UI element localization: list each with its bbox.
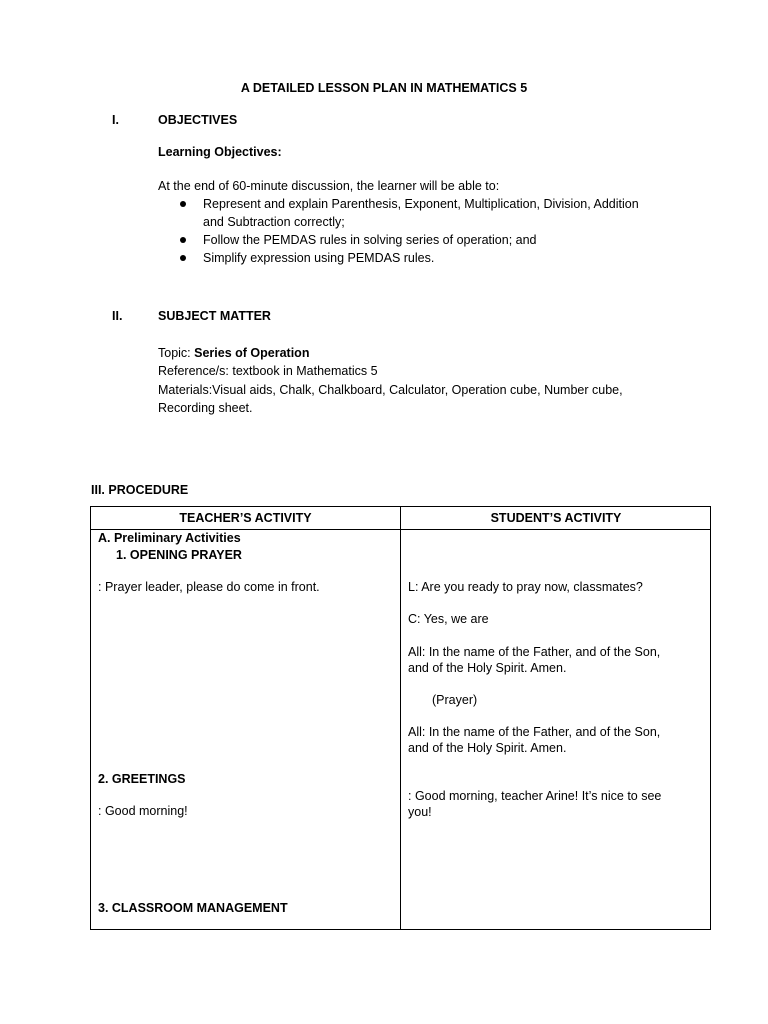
bullet-icon [180,255,186,261]
topic-value: Series of Operation [194,346,310,360]
objectives-numeral: I. [112,113,119,127]
student-all-2: All: In the name of the Father, and of the Son, [408,725,661,739]
list-item: Simplify expression using PEMDAS rules. [158,249,658,267]
materials-line-2: Recording sheet. [158,401,253,415]
student-ready: L: Are you ready to pray now, classmates? [408,580,643,594]
learning-objectives-heading: Learning Objectives: [158,145,282,159]
objectives-intro: At the end of 60-minute discussion, the learner will be able to: [158,179,500,193]
bullet-icon [180,237,186,243]
preliminary-activities: A. Preliminary Activities [98,531,241,545]
procedure-table [90,506,711,930]
page-title: A DETAILED LESSON PLAN IN MATHEMATICS 5 [240,81,528,95]
objectives-list [158,195,658,267]
list-item: Represent and explain Parenthesis, Exponent, Multiplication, Division, Addition and Subtraction correctly; [158,195,658,231]
reference-line: Reference/s: textbook in Mathematics 5 [158,364,378,378]
student-prayer: (Prayer) [432,693,478,707]
student-greeting: : Good morning, teacher Arine! It’s nice to see [408,789,662,803]
subject-matter-numeral: II. [112,309,123,323]
subject-matter-heading: SUBJECT MATTER [158,309,271,323]
teacher-good-morning: : Good morning! [98,804,188,818]
column-header-teacher: TEACHER’S ACTIVITY [179,511,312,525]
student-greeting-b: you! [408,805,432,819]
teacher-prayer-leader: : Prayer leader, please do come in front. [98,580,320,594]
student-all-2b: and of the Holy Spirit. Amen. [408,741,567,755]
classroom-management-heading: 3. CLASSROOM MANAGEMENT [98,901,288,915]
list-item: Follow the PEMDAS rules in solving series of operation; and [158,231,658,249]
column-header-student: STUDENT’S ACTIVITY [490,511,622,525]
materials-line: Materials:Visual aids, Chalk, Chalkboard, Calculator, Operation cube, Number cube, [158,383,623,397]
bullet-icon [180,201,186,207]
topic-label: Topic: [158,346,195,360]
opening-prayer-heading: 1. OPENING PRAYER [116,548,242,562]
objectives-heading: OBJECTIVES [158,113,238,127]
topic-line [158,344,309,362]
student-all-1: All: In the name of the Father, and of the Son, [408,645,661,659]
procedure-heading: III. PROCEDURE [91,483,189,497]
student-yes: C: Yes, we are [408,612,489,626]
student-all-1b: and of the Holy Spirit. Amen. [408,661,567,675]
greetings-heading: 2. GREETINGS [98,772,186,786]
column-divider [400,507,401,929]
